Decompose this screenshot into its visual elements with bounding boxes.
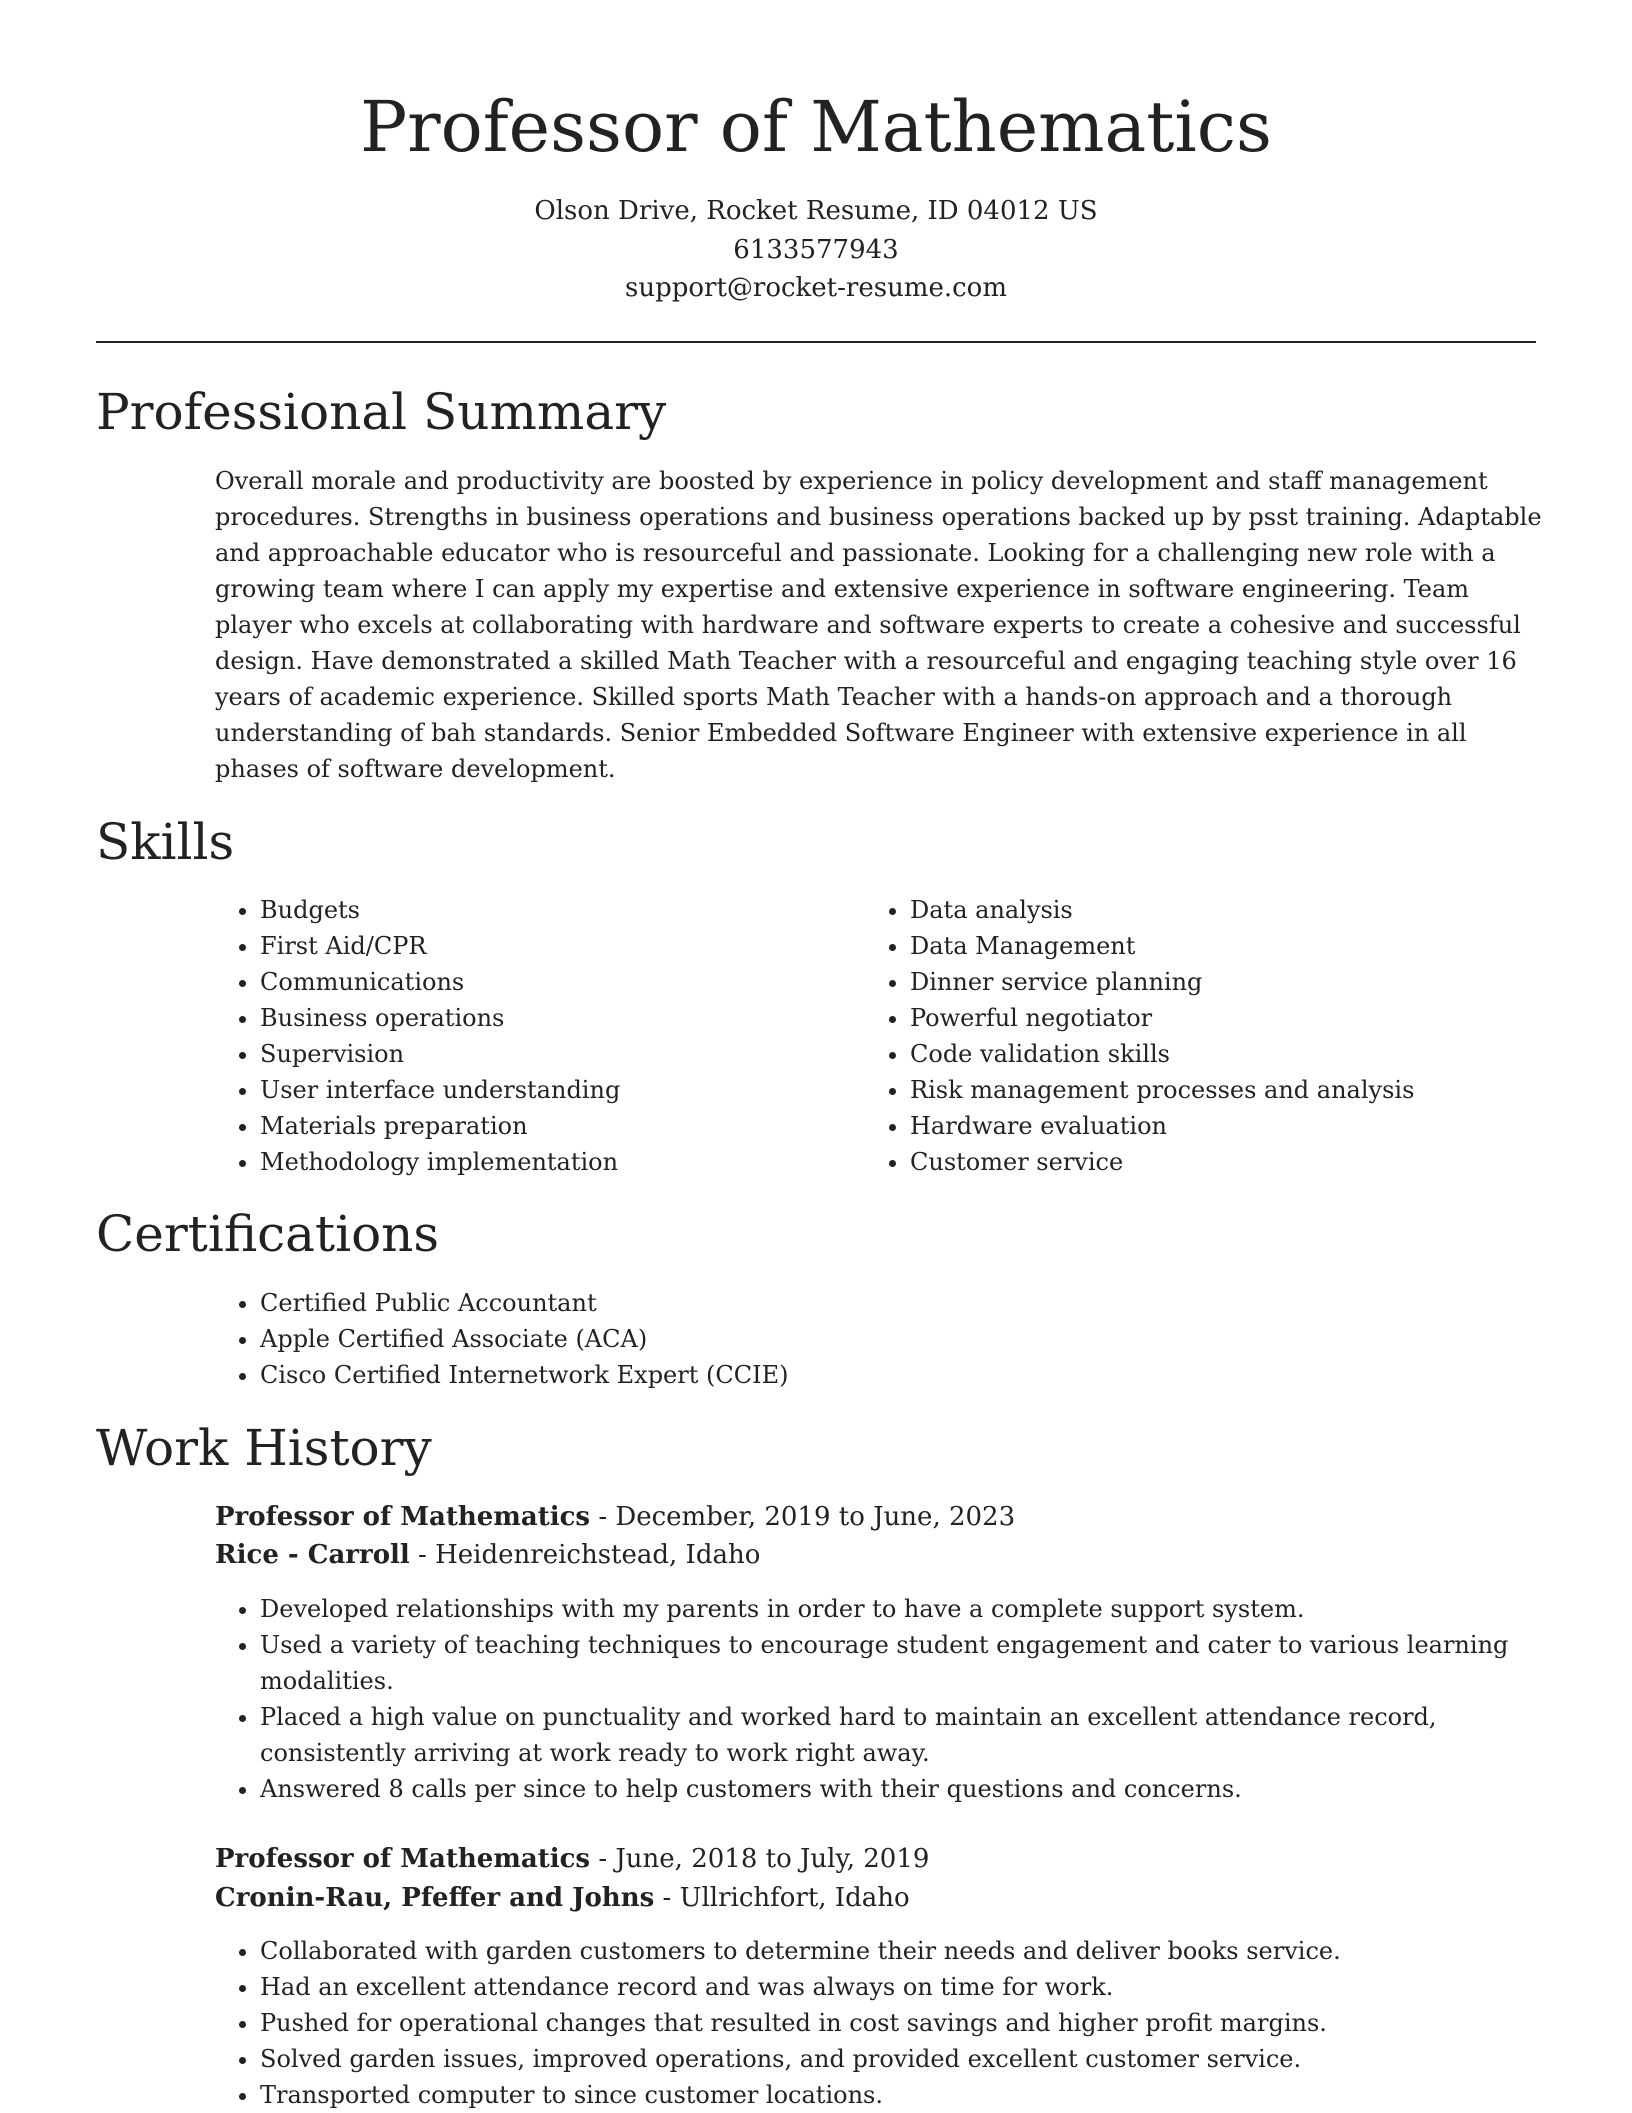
skill-item: • First Aid/CPR	[260, 928, 840, 964]
job-bullet: • Developed relationships with my parents in order to have a complete support system.	[260, 1591, 1550, 1627]
contact-address: Olson Drive, Rocket Resume, ID 04012 US	[534, 196, 1098, 226]
skill-item: • Materials preparation	[260, 1108, 840, 1144]
summary-text: Overall morale and productivity are boosted by experience in policy development and staff management procedures. Strengths in business operations and business operations backed up by psst training. Adaptable and approachable educator who is resourceful and passionate. Looking for a challenging new role with a growing team where I can apply my expertise and extensive experience in software engineering. Team player who excels at collaborating with hardware and software experts to create a cohesive and successful design. Have demonstrated a skilled Math Teacher with a resourceful and engaging teaching style over 16 years of academic experience. Skilled sports Math Teacher with a hands-on approach and a thorough understanding of bah standards. Senior Embedded Software Engineer with extensive experience in all phases of software development.	[215, 467, 1542, 783]
job-location: - Ullrichfort, Idaho	[654, 1883, 910, 1913]
certification-item: • Apple Certified Associate (ACA)	[260, 1321, 1560, 1357]
skills-heading: Skills	[96, 813, 235, 871]
job-location: - Heidenreichstead, Idaho	[409, 1540, 761, 1570]
contact-phone: 6133577943	[733, 234, 899, 265]
contact-email: support@rocket-resume.com	[624, 273, 1007, 303]
certification-item: • Cisco Certified Internetwork Expert (CCIE)	[260, 1357, 1560, 1393]
certifications-heading: Certifications	[96, 1205, 440, 1263]
job-bullets	[216, 1591, 1550, 1807]
skills-list-right	[866, 892, 1590, 1180]
contact-block	[0, 192, 1632, 308]
job-title-line	[215, 1840, 929, 1878]
skill-item: • Dinner service planning	[910, 964, 1590, 1000]
job-bullet: • Transported computer to since customer locations.	[260, 2077, 1550, 2113]
job-company: Cronin-Rau, Pfeffer and Johns	[215, 1883, 655, 1913]
skills-list-left	[216, 892, 840, 1180]
skill-item: • Business operations	[260, 1000, 840, 1036]
job-title: Professor of Mathematics	[215, 1844, 591, 1874]
job-company-line	[215, 1879, 910, 1917]
job-company-line	[215, 1536, 760, 1574]
header-divider	[96, 341, 1536, 343]
job-dates: - June, 2018 to July, 2019	[590, 1844, 930, 1874]
resume-title: Professor of Mathematics	[360, 86, 1272, 168]
job-title-line	[215, 1498, 1015, 1536]
certifications-list	[216, 1285, 1560, 1393]
skill-item: • Risk management processes and analysis	[910, 1072, 1590, 1108]
skill-item: • Data analysis	[910, 892, 1590, 928]
job-bullet: • Placed a high value on punctuality and worked hard to maintain an excellent attendance record, consistently arriving at work ready to work right away.	[260, 1699, 1550, 1771]
summary-heading: Professional Summary	[96, 383, 667, 441]
skill-item: • Data Management	[910, 928, 1590, 964]
work-history-heading: Work History	[96, 1419, 432, 1477]
job-bullet: • Pushed for operational changes that resulted in cost savings and higher profit margins.	[260, 2005, 1550, 2041]
job-company: Rice - Carroll	[215, 1540, 410, 1570]
job-bullet: • Solved garden issues, improved operations, and provided excellent customer service.	[260, 2041, 1550, 2077]
job-bullet: • Collaborated with garden customers to determine their needs and deliver books service.	[260, 1933, 1550, 1969]
skill-item: • Powerful negotiator	[910, 1000, 1590, 1036]
job-bullet: • Used a variety of teaching techniques to encourage student engagement and cater to various learning modalities.	[260, 1627, 1550, 1699]
skill-item: • Budgets	[260, 892, 840, 928]
job-bullets	[216, 1933, 1550, 2113]
skill-item: • Hardware evaluation	[910, 1108, 1590, 1144]
certification-item: • Certified Public Accountant	[260, 1285, 1560, 1321]
skill-item: • Methodology implementation	[260, 1144, 840, 1180]
skill-item: • Supervision	[260, 1036, 840, 1072]
skill-item: • User interface understanding	[260, 1072, 840, 1108]
skill-item: • Code validation skills	[910, 1036, 1590, 1072]
skill-item: • Customer service	[910, 1144, 1590, 1180]
skill-item: • Communications	[260, 964, 840, 1000]
job-bullet: • Answered 8 calls per since to help customers with their questions and concerns.	[260, 1771, 1550, 1807]
job-bullet: • Had an excellent attendance record and was always on time for work.	[260, 1969, 1550, 2005]
job-dates: - December, 2019 to June, 2023	[590, 1502, 1016, 1532]
job-title: Professor of Mathematics	[215, 1502, 591, 1532]
